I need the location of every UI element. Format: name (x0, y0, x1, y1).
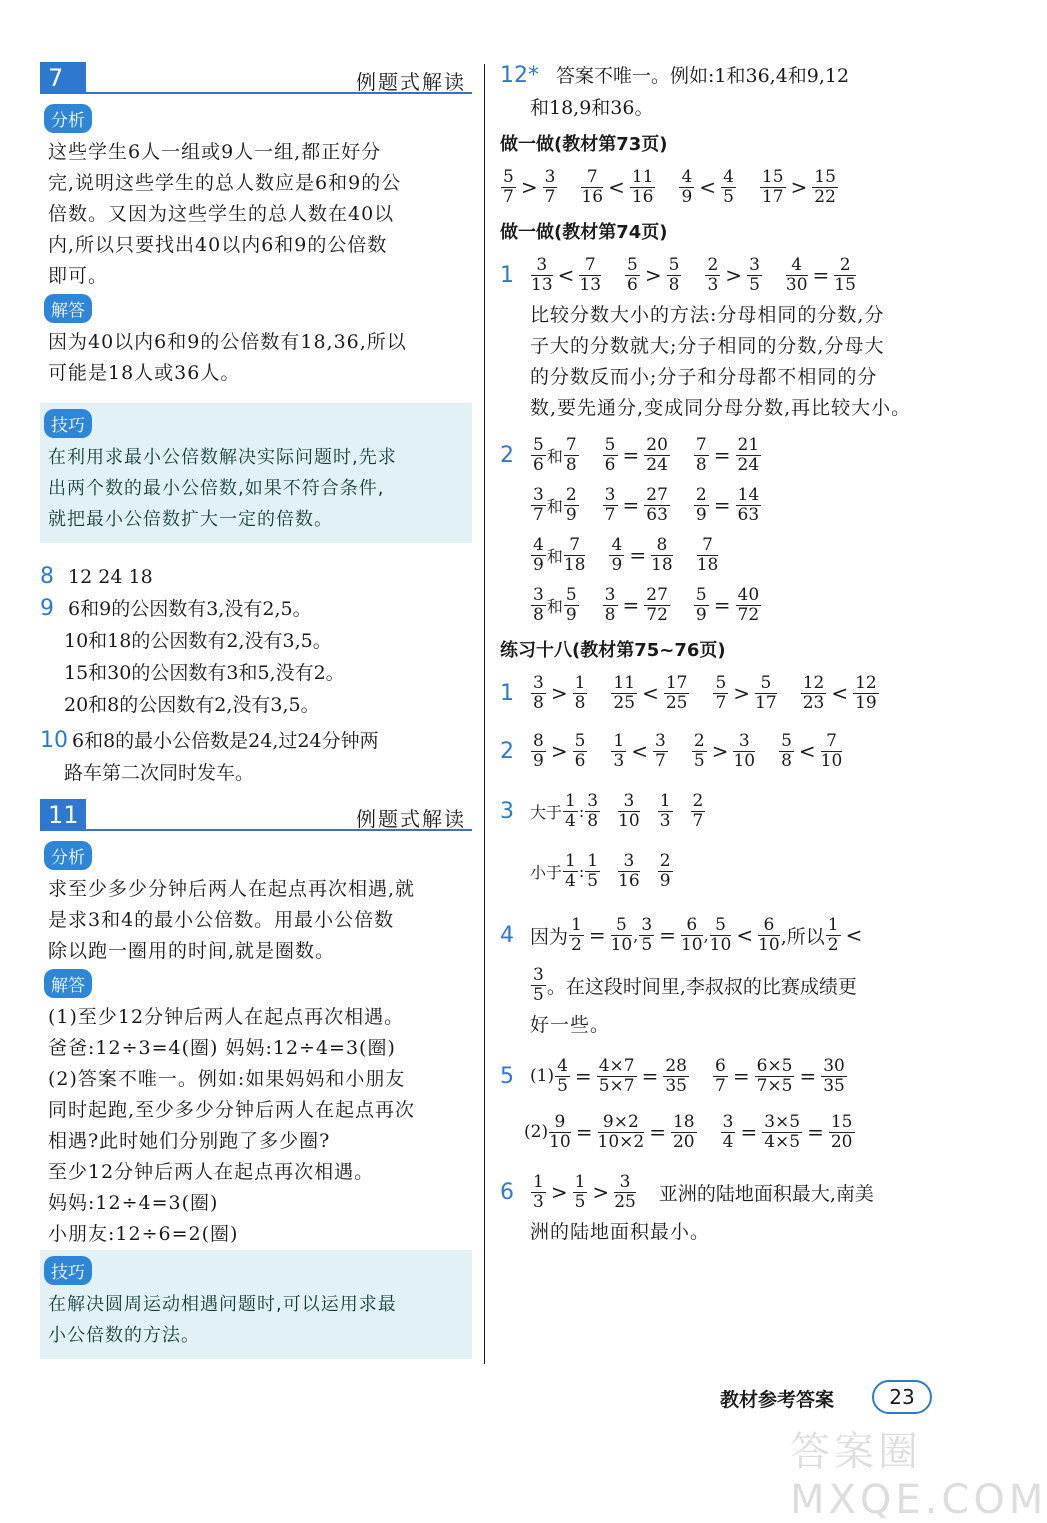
watermark: 答案圈 MXQE.COM (790, 1429, 1047, 1523)
section-heading: 做一做(教材第74页) (500, 222, 668, 243)
footer-label: 教材参考答案 (720, 1389, 835, 1411)
fraction-row: 1 $\frac{3}{13}$ < $\frac{7}{13}$ $\frac{5}{6}$ > $\frac{5}{8}$ $\frac{2}{3}$ > $\frac{3}{5}$ $\frac{4}{30}$ = $\frac{2}{15}$ (500, 254, 856, 295)
answer-badge: 解答 (44, 969, 92, 998)
left-column (40, 60, 472, 1359)
q4-line: 好一些。 (530, 1014, 611, 1036)
question-9: 9 6和9的公因数有3,没有2,5。 (40, 596, 312, 621)
q12-line: 和18,9和36。 (530, 97, 654, 119)
tip-box (40, 1250, 472, 1359)
fraction-row: 5 (1) $\frac{4}{5}$ = $\frac{4\times 7}{5\times 7}$ = $\frac{28}{35}$ $\frac{6}{7}$ = $\frac{6\times 5}{7\times 5}$ = $\frac{30}{35}$ (500, 1055, 845, 1096)
tip-box (40, 403, 472, 543)
answer-text: 因为40以内6和9的公倍数有18,36,所以 可能是18人或36人。 (48, 331, 407, 384)
tip-badge: 技巧 (44, 409, 92, 438)
question-10: 10 6和8的最小公倍数是24,过24分钟两 (40, 728, 379, 753)
fraction-row: (2) $\frac{9}{10}$ = $\frac{9\times 2}{10\times 2}$ = $\frac{18}{20}$ $\frac{3}{4}$ = $\frac{3\times 5}{4\times 5}$ = $\frac{15}{20}$ (524, 1111, 853, 1152)
fraction-row: 2 $\frac{8}{9}$ > $\frac{5}{6}$ $\frac{1}{3}$ < $\frac{3}{7}$ $\frac{2}{5}$ > $\frac{3}{10}$ $\frac{5}{8}$ < $\frac{7}{10}$ (500, 730, 843, 771)
fraction-row: 6 $\frac{1}{3}$ > $\frac{1}{5}$ > $\frac{3}{25}$ 亚洲的陆地面积最大,南美 (500, 1171, 874, 1212)
fraction-row: 4 因为 $\frac{1}{2}$ = $\frac{5}{10}$ , $\frac{3}{5}$ = $\frac{6}{10}$ , $\frac{5}{10}$ < $\frac{6}{10}$ ,所以 $\frac{1}{2}$ < (500, 914, 863, 955)
answer-badge: 解答 (44, 294, 92, 323)
page-number: 23 (872, 1380, 932, 1414)
analysis-text: 求至少多少分钟后两人在起点再次相遇,就 是求3和4的最小公倍数。用最小公倍数 除以跑一圈用的时间,就是圈数。 (48, 878, 416, 962)
analysis-badge: 分析 (44, 104, 92, 133)
column-divider (484, 64, 485, 1364)
q10-line: 路车第二次同时发车。 (64, 762, 255, 784)
tip-text: 在利用求最小公倍数解决实际问题时,先求 出两个数的最小公倍数,如果不符合条件, 就把最小公倍数扩大一定的倍数。 (48, 447, 397, 530)
analysis-text: 这些学生6人一组或9人一组,都正好分 完,说明这些学生的总人数应是6和9的公 倍数。又因为这些学生的总人数在40以 内,所以只要找出40以内6和9的公倍数 即可。 (48, 141, 402, 287)
q6-line: 洲的陆地面积最小。 (530, 1221, 711, 1243)
q9-line: 15和30的公因数有3和5,没有2。 (64, 662, 345, 684)
fraction-row: $\frac{4}{9}$ 和 $\frac{7}{18}$ $\frac{4}{9}$ = $\frac{8}{18}$ $\frac{7}{18}$ (533, 534, 719, 575)
tip-text: 在解决圆周运动相遇问题时,可以运用求最 小公倍数的方法。 (48, 1294, 397, 1346)
example-number: 7 (40, 62, 86, 94)
method-text: 比较分数大小的方法:分母相同的分数,分 子大的分数就大;分子相同的分数,分母大 的分数反而小;分子和分母都不相同的分 数,要先通分,变成同分母分数,再比较大小。 (530, 304, 912, 419)
example-label: 例题式解读 (356, 807, 466, 831)
fraction-row: 1 $\frac{3}{8}$ > $\frac{1}{8}$ $\frac{11}{25}$ < $\frac{17}{25}$ $\frac{5}{7}$ > $\frac{5}{17}$ $\frac{12}{23}$ < $\frac{12}{19}$ (500, 672, 877, 713)
fraction-row: 2 $\frac{5}{6}$ 和 $\frac{7}{8}$ $\frac{5}{6}$ = $\frac{20}{24}$ $\frac{7}{8}$ = $\frac{21}{24}$ (500, 434, 760, 475)
example-header-7 (40, 60, 472, 94)
example-label: 例题式解读 (356, 70, 466, 94)
right-column (500, 60, 950, 1248)
fraction-row: $\frac{5}{7}$ > $\frac{3}{7}$ $\frac{7}{16}$ < $\frac{11}{16}$ $\frac{4}{9}$ < $\frac{4}{5}$ $\frac{15}{17}$ > $\frac{15}{22}$ (503, 166, 836, 207)
analysis-badge: 分析 (44, 841, 92, 870)
question-8: 8 12 24 18 (40, 564, 153, 589)
q9-line: 10和18的公因数有2,没有3,5。 (64, 630, 332, 652)
question-12: 12* 答案不唯一。例如:1和36,4和9,12 (500, 63, 850, 88)
fraction-row: $\frac{3}{5}$ 。在这段时间里,李叔叔的比赛成绩更 (533, 964, 857, 1005)
fraction-row: $\frac{3}{7}$ 和 $\frac{2}{9}$ $\frac{3}{7}$ = $\frac{27}{63}$ $\frac{2}{9}$ = $\frac{14}{63}$ (533, 484, 760, 525)
section-heading: 练习十八(教材第75~76页) (500, 640, 726, 661)
q9-line: 20和8的公因数有2,没有3,5。 (64, 694, 320, 716)
fraction-row: 小于 $\frac{1}{4}$ : $\frac{1}{5}$ $\frac{3}{16}$ $\frac{2}{9}$ (530, 850, 671, 891)
answer-text: (1)至少12分钟后两人在起点再次相遇。 爸爸:12÷3=4(圈) 妈妈:12÷4=3(圈) (2)答案不唯一。例如:如果妈妈和小朋友 同时起跑,至少多少分钟后两人在起点再次 相遇?此时她们分别跑了多少圈? 至少12分钟后两人在起点再次相遇。 妈妈:12÷4=3(圈) 小朋友:12÷6=2(圈) (48, 1006, 416, 1245)
fraction-row: $\frac{3}{8}$ 和 $\frac{5}{9}$ $\frac{3}{8}$ = $\frac{27}{72}$ $\frac{5}{9}$ = $\frac{40}{72}$ (533, 584, 760, 625)
section-heading: 做一做(教材第73页) (500, 134, 668, 155)
tip-badge: 技巧 (44, 1256, 92, 1285)
fraction-row: 3 大于 $\frac{1}{4}$ : $\frac{3}{8}$ $\frac{3}{10}$ $\frac{1}{3}$ $\frac{2}{7}$ (500, 790, 704, 831)
example-number: 11 (40, 799, 86, 831)
example-header-11 (40, 797, 472, 831)
